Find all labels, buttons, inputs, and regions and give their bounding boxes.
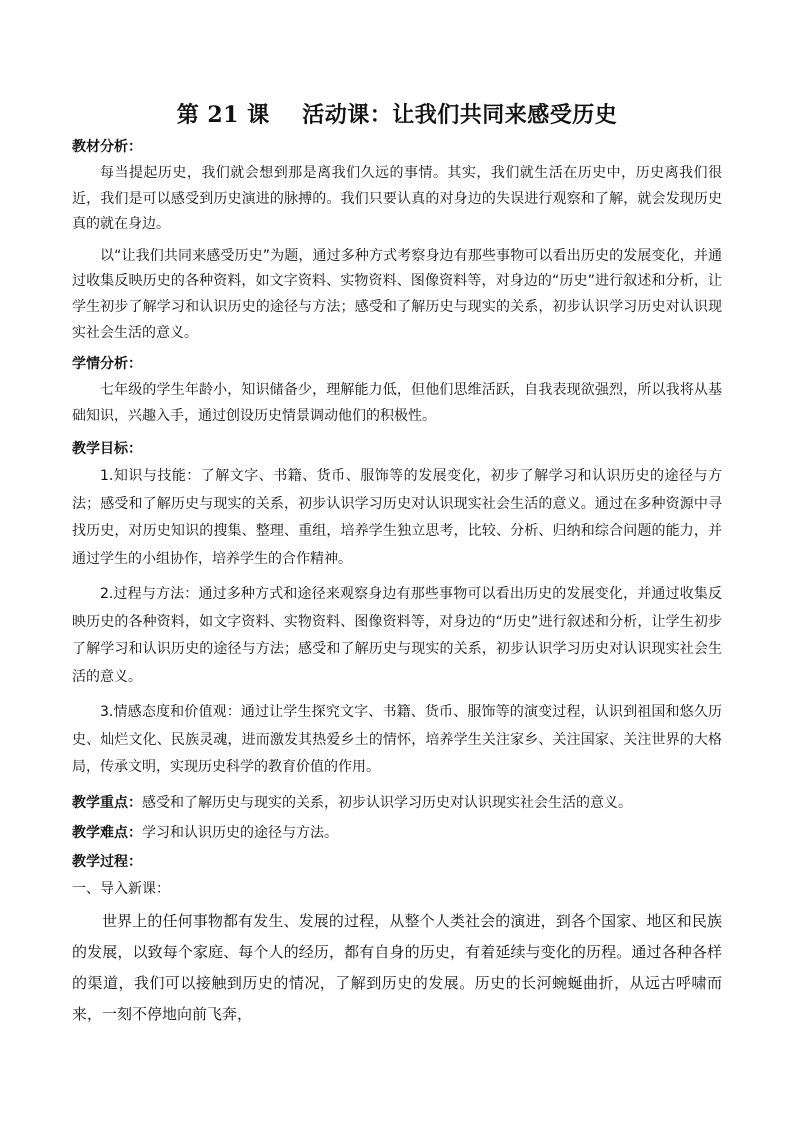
- process-subheading-intro: 一、导入新课：: [72, 880, 170, 897]
- key-points-text: 感受和了解历史与现实的关系，初步认识学习历史对认识现实社会生活的意义。: [142, 794, 632, 811]
- process-heading: 教学过程：: [72, 853, 142, 870]
- difficulties-heading: 教学难点：: [72, 824, 142, 841]
- objective-process-methods: 2.过程与方法：通过多种方式和途径来观察身边有那些事物可以看出历史的发展变化，并通过收集反映历史的各种资料，如文字资料、实物资料、图像资料等，对身边的“历史”进行叙述和分析，让学生初步了解学习和认识历史的途径与方法；感受和了解历史与现实的关系，初步认识学习历史对认识现实社会生活的意义。: [72, 586, 722, 685]
- student-analysis-heading: 学情分析：: [72, 356, 142, 373]
- process-intro-paragraph: 世界上的任何事物都有发生、发展的过程，从整个人类社会的演进，到各个国家、地区和民族的发展，以致每个家庭、每个人的经历，都有自身的历史，有着延续与变化的历程。通过各种各样的渠道，我们可以接触到历史的情况，了解到历史的发展。历史的长河蜿蜒曲折，从远古呼啸而来，一刻不停地向前飞奔，: [72, 911, 722, 1023]
- student-analysis-paragraph: 七年级的学生年龄小，知识储备少，理解能力低，但他们思维活跃，自我表现欲强烈，所以我将从基础知识，兴趣入手，通过创设历史情景调动他们的积极性。: [72, 382, 722, 424]
- material-analysis-heading: 教材分析：: [72, 139, 142, 155]
- difficulties-line: [72, 820, 722, 846]
- objective-knowledge-skills: 1.知识与技能：了解文字、书籍、货币、服饰等的发展变化，初步了解学习和认识历史的途径与方法；感受和了解历史与现实的关系，初步认识学习历史对认识现实社会生活的意义。通过在多种资源中寻找历史，对历史知识的搜集、整理、重组，培养学生独立思考，比较、分析、归纳和综合问题的能力，并通过学生的小组协作，培养学生的合作精神。: [72, 468, 722, 567]
- key-points-heading: 教学重点：: [72, 794, 142, 811]
- key-points-line: [72, 790, 722, 816]
- objective-emotion-values: 3.情感态度和价值观：通过让学生探究文字、书籍、货币、服饰等的演变过程，认识到祖国和悠久历史、灿烂文化、民族灵魂，进而激发其热爱乡土的情怀，培养学生关注家乡、关注国家、关注世界的大格局，传承文明，实现历史科学的教育价值的作用。: [72, 704, 722, 776]
- objectives-heading: 教学目标：: [72, 441, 142, 458]
- material-analysis-paragraph-2: 以“让我们共同来感受历史”为题，通过多种方式考察身边有那些事物可以看出历史的发展变化，并通过收集反映历史的各种资料，如文字资料、实物资料、图像资料等，对身边的“历史”进行叙述和分析，让学生初步了解学习和认识历史的途径与方法；感受和了解历史与现实的关系，初步认识学习历史对认识现实社会生活的意义。: [72, 247, 722, 341]
- lesson-title: 第 21 课 活动课：让我们共同来感受历史: [176, 102, 618, 128]
- document-page: [72, 98, 722, 1030]
- material-analysis-paragraph-1: 每当提起历史，我们就会想到那是离我们久远的事情。其实，我们就生活在历史中，历史离我们很近，我们是可以感受到历史演进的脉搏的。我们只要认真的对身边的失误进行观察和了解，就会发现历史真的就在身边。: [72, 165, 722, 233]
- difficulties-text: 学习和认识历史的途径与方法。: [142, 824, 338, 841]
